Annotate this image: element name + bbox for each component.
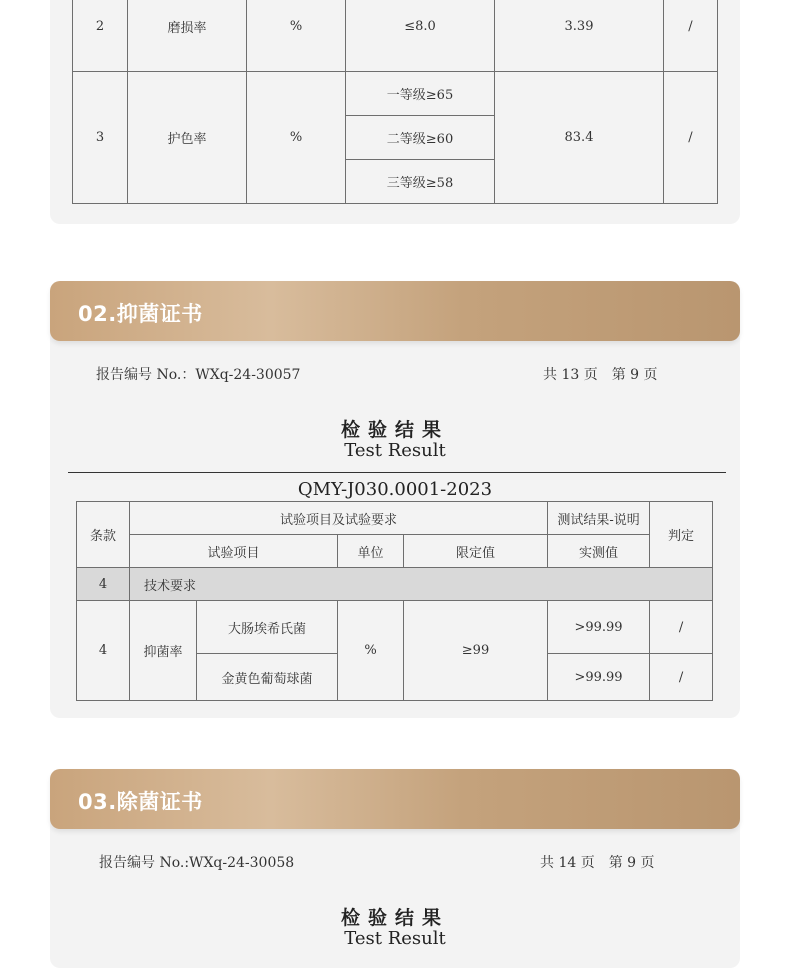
tech-requirement-row (77, 568, 713, 601)
header-row (77, 502, 713, 535)
bacteria-name: 金黄色葡萄球菌 (197, 654, 338, 701)
result-title-cn: 检验结果 (340, 907, 449, 929)
limit-cell: ≤8.0 (346, 0, 495, 72)
banner-title: 03.除菌证书 (78, 790, 203, 814)
header-limit: 限定值 (404, 535, 548, 568)
limit-cell: ≥99 (404, 601, 548, 701)
limit-cell: 三等级≥58 (346, 160, 495, 204)
header-unit: 单位 (338, 535, 404, 568)
tech-requirement-label: 技术要求 (130, 568, 713, 601)
unit-cell: % (247, 0, 346, 72)
header-judge: 判定 (650, 502, 713, 568)
section-banner-antibacterial (50, 281, 740, 341)
standard-code: QMY-J030.0001-2023 (297, 479, 493, 500)
antibacterial-table (76, 501, 713, 701)
value-cell: >99.99 (548, 601, 650, 654)
table-row (73, 0, 718, 72)
row-number: 3 (73, 72, 128, 204)
value-cell: 3.39 (495, 0, 664, 72)
judge-cell: / (650, 601, 713, 654)
test-item: 护色率 (128, 72, 247, 204)
header-row (77, 535, 713, 568)
row-number: 4 (77, 568, 130, 601)
top-test-table (72, 0, 718, 204)
bacteria-name: 大肠埃希氏菌 (197, 601, 338, 654)
report-number: 报告编号 No.：WXq-24-30057 (96, 367, 301, 383)
limit-cell: 二等级≥60 (346, 116, 495, 160)
unit-cell: % (338, 601, 404, 701)
divider-line (68, 472, 726, 473)
header-clause: 条款 (77, 502, 130, 568)
judge-cell: / (664, 72, 718, 204)
banner-title: 02.抑菌证书 (78, 302, 203, 326)
header-test-result: 测试结果-说明 (548, 502, 650, 535)
value-cell: >99.99 (548, 654, 650, 701)
result-title-cn: 检验结果 (340, 419, 449, 441)
unit-cell: % (247, 72, 346, 204)
limit-cell: 一等级≥65 (346, 72, 495, 116)
result-title-en: Test Result (344, 928, 446, 949)
judge-cell: / (664, 0, 718, 72)
row-number: 2 (73, 0, 128, 72)
test-item: 磨损率 (128, 0, 247, 72)
report-number: 报告编号 No.:WXq-24-30058 (99, 855, 295, 871)
page-count: 共 14 页 第 9 页 (540, 855, 655, 871)
value-cell: 83.4 (495, 72, 664, 204)
row-number: 4 (77, 601, 130, 701)
table-row (73, 72, 718, 116)
header-item: 试验项目 (130, 535, 338, 568)
judge-cell: / (650, 654, 713, 701)
header-items-requirements: 试验项目及试验要求 (130, 502, 548, 535)
result-title-en: Test Result (344, 440, 446, 461)
test-item: 抑菌率 (130, 601, 197, 701)
section-banner-sterilization (50, 769, 740, 829)
page-count: 共 13 页 第 9 页 (543, 367, 658, 383)
header-measured: 实测值 (548, 535, 650, 568)
table-row (77, 601, 713, 654)
